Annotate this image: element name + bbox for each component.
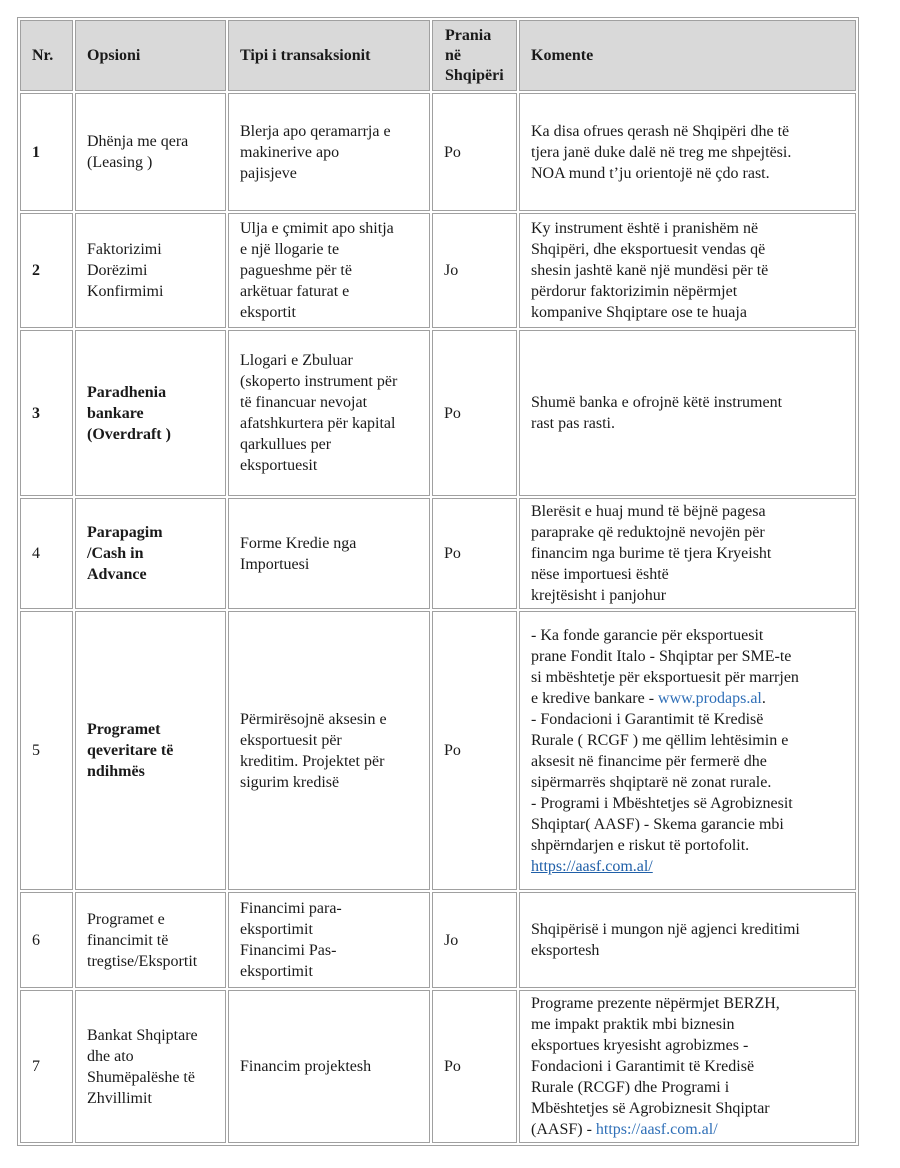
header-row	[20, 20, 856, 91]
export-finance-options-table	[17, 17, 859, 1146]
row-number: 3	[20, 330, 73, 496]
row-transaction-type: Përmirësojnë aksesin e eksportuesit për kreditim. Projektet për sigurim kredisë	[228, 611, 430, 890]
table-row	[20, 892, 856, 988]
row-presence: Jo	[432, 213, 517, 328]
row-option: Dhënja me qera (Leasing )	[75, 93, 226, 211]
row-number: 1	[20, 93, 73, 211]
row-transaction-type: Financimi para- eksportimit Financimi Pas- eksportimit	[228, 892, 430, 988]
row-comments: Programe prezente nëpërmjet BERZH, me impakt praktik mbi biznesin eksportues kryesisht agrobizmes - Fondacioni i Garantimit të Kredisë Rurale (RCGF) dhe Programi i Mbështetjes së Agrobiznesit Shqiptar (AASF) - https://aasf.com.al/	[519, 990, 856, 1143]
table-row	[20, 990, 856, 1143]
row-transaction-type: Ulja e çmimit apo shitja e një llogarie te pagueshme për të arkëtuar faturat e eksportit	[228, 213, 430, 328]
header-prania: Prania në Shqipëri	[432, 20, 517, 91]
row-number: 6	[20, 892, 73, 988]
row-comments: Shumë banka e ofrojnë këtë instrument rast pas rasti.	[519, 330, 856, 496]
row-comments: Ky instrument është i pranishëm në Shqipëri, dhe eksportuesit vendas që shesin jashtë kanë një mundësi për të përdorur faktorizimin nëpërmjet kompanive Shqiptare ose te huaja	[519, 213, 856, 328]
row-option: Bankat Shqiptare dhe ato Shumëpalëshe të Zhvillimit	[75, 990, 226, 1143]
table-row	[20, 498, 856, 609]
row-number: 4	[20, 498, 73, 609]
row-presence: Po	[432, 990, 517, 1143]
row-presence: Jo	[432, 892, 517, 988]
row-presence: Po	[432, 330, 517, 496]
header-opsioni: Opsioni	[75, 20, 226, 91]
table-row	[20, 93, 856, 211]
table-row	[20, 213, 856, 328]
table-row	[20, 330, 856, 496]
row-comments: - Ka fonde garancie për eksportuesit prane Fondit Italo - Shqiptar per SME-te si mbështetje për eksportuesit për marrjen e kredive bankare - www.prodaps.al. - Fondacioni i Garantimit të Kredisë Rurale ( RCGF ) me qëllim lehtësimin e aksesit në financime për fermerë dhe sipërmarrës shqiptarë në zonat rurale. - Programi i Mbështetjes së Agrobiznesit Shqiptar( AASF) - Skema garancie mbi shpërndarjen e riskut të portofolit. https://aasf.com.al/	[519, 611, 856, 890]
prodaps-link[interactable]: www.prodaps.al	[658, 689, 762, 707]
table-row	[20, 611, 856, 890]
aasf-link[interactable]: https://aasf.com.al/	[595, 1121, 718, 1138]
row-number: 7	[20, 990, 73, 1143]
row-presence: Po	[432, 611, 517, 890]
row-presence: Po	[432, 93, 517, 211]
row-option: Faktorizimi Dorëzimi Konfirmimi	[75, 213, 226, 328]
row-option: Programet qeveritare të ndihmës	[75, 611, 226, 890]
row-option: Parapagim /Cash in Advance	[75, 498, 226, 609]
header-nr: Nr.	[20, 20, 73, 91]
row-option: Paradhenia bankare (Overdraft )	[75, 330, 226, 496]
row-comments: Blerësit e huaj mund të bëjnë pagesa paraprake që reduktojnë nevojën për financim nga burime të tjera Kryeisht nëse importuesi është krejtësisht i panjohur	[519, 498, 856, 609]
header-tipi: Tipi i transaksionit	[228, 20, 430, 91]
header-komente: Komente	[519, 20, 856, 91]
row-presence: Po	[432, 498, 517, 609]
aasf-link[interactable]: https://aasf.com.al/	[531, 857, 653, 875]
row-transaction-type: Blerja apo qeramarrja e makinerive apo pajisjeve	[228, 93, 430, 211]
row-transaction-type: Financim projektesh	[228, 990, 430, 1143]
row-number: 2	[20, 213, 73, 328]
row-transaction-type: Forme Kredie nga Importuesi	[228, 498, 430, 609]
row-option: Programet e financimit të tregtise/Eksportit	[75, 892, 226, 988]
row-number: 5	[20, 611, 73, 890]
row-comments: Ka disa ofrues qerash në Shqipëri dhe të tjera janë duke dalë në treg me shpejtësi. NOA mund t’ju orientojë në çdo rast.	[519, 93, 856, 211]
row-transaction-type: Llogari e Zbuluar (skoperto instrument për të financuar nevojat afatshkurtera për kapital qarkullues per eksportuesit	[228, 330, 430, 496]
row-comments: Shqipërisë i mungon një agjenci kreditimi eksportesh	[519, 892, 856, 988]
